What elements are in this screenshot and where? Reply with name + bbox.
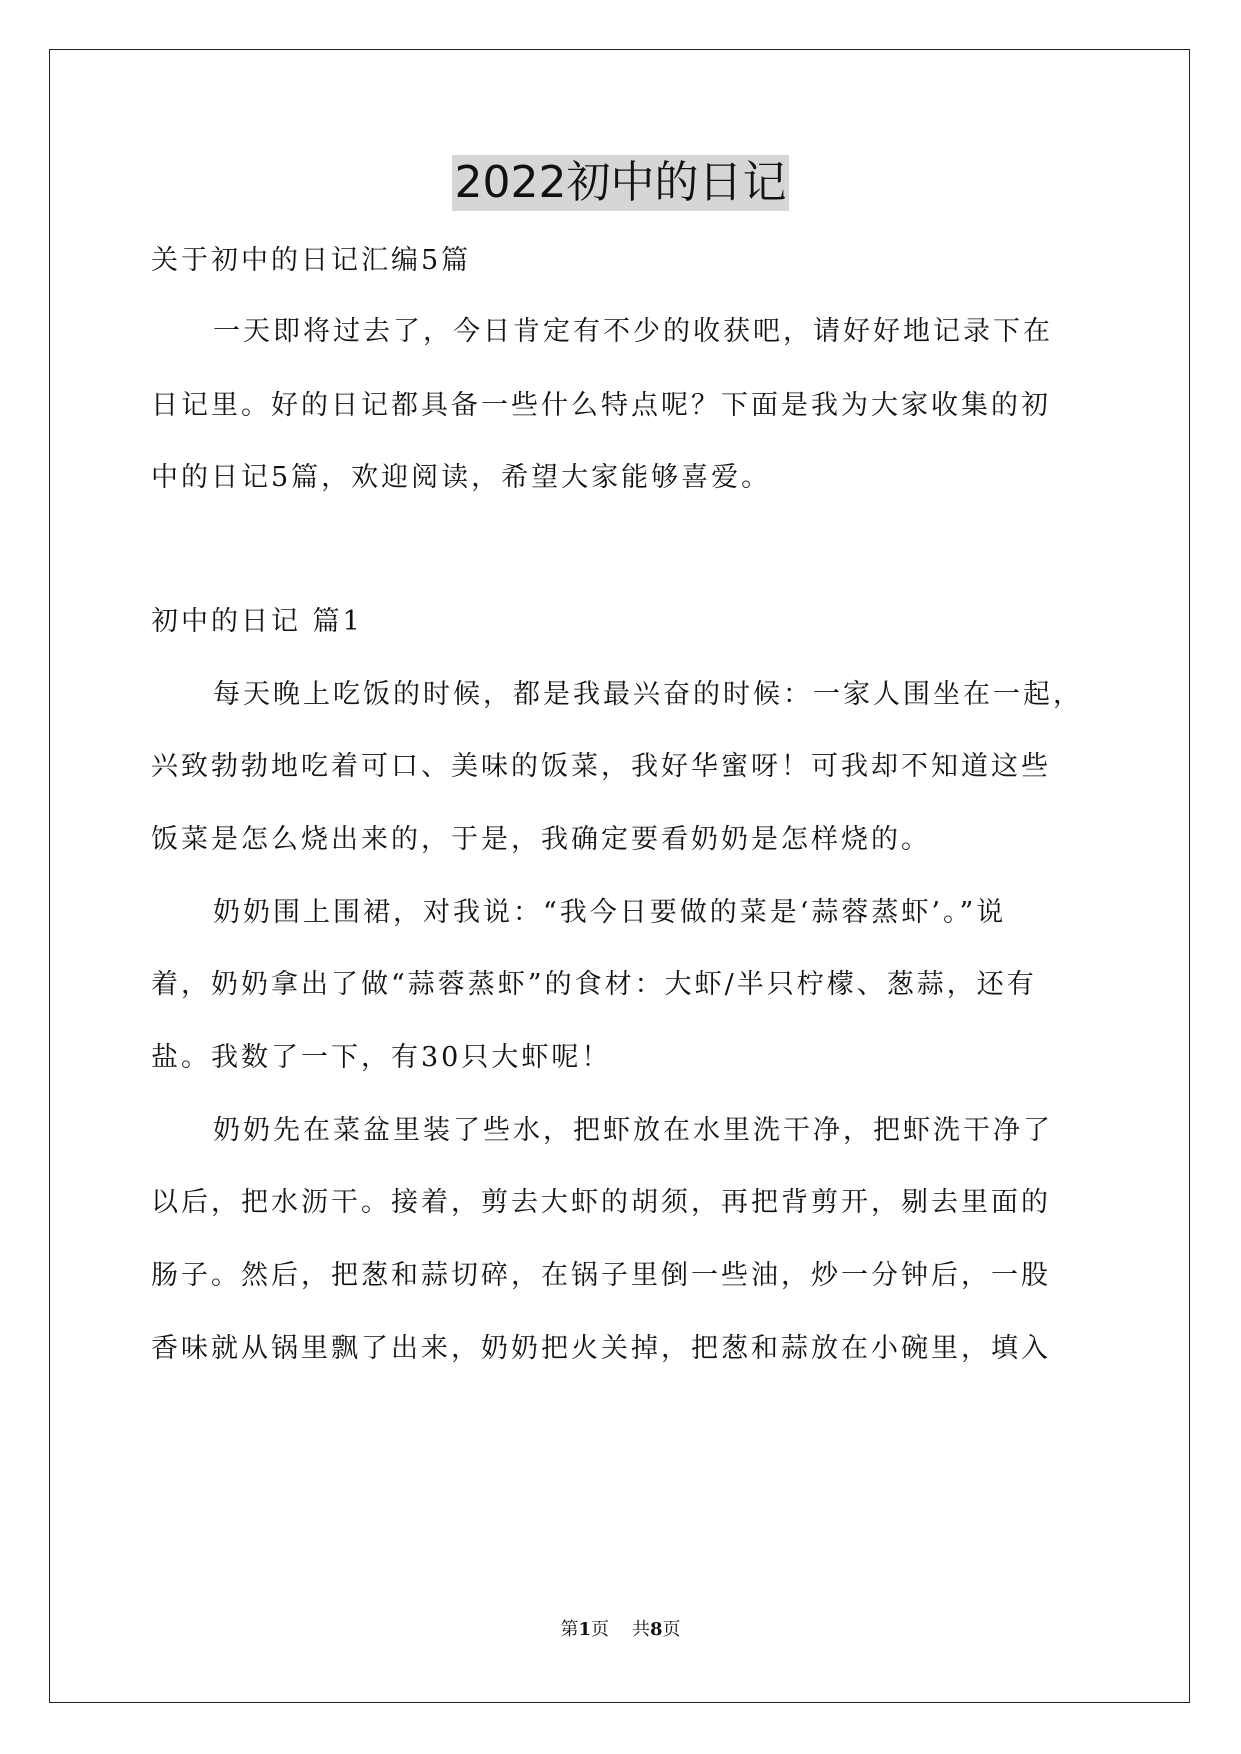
footer-total-pages: 8 xyxy=(649,1619,663,1640)
footer-total-suffix: 页 xyxy=(662,1619,681,1640)
body-line-6: 盐。我数了一下，有30只大虾呢！ xyxy=(151,1042,612,1073)
footer-total-prefix: 共 xyxy=(631,1619,650,1640)
body-line-10: 香味就从锅里飘了出来，奶奶把火关掉，把葱和蒜放在小碗里，填入 xyxy=(151,1333,1051,1364)
section-heading: 初中的日记 篇1 xyxy=(151,606,363,637)
page-footer xyxy=(0,1618,1241,1642)
footer-page-suffix: 页 xyxy=(591,1619,610,1640)
intro-line-3: 中的日记5篇，欢迎阅读，希望大家能够喜爱。 xyxy=(151,462,772,493)
body-line-5: 着，奶奶拿出了做“蒜蓉蒸虾”的食材：大虾/半只柠檬、葱蒜，还有 xyxy=(151,969,1037,1000)
footer-page-number: 1 xyxy=(578,1619,592,1640)
body-line-7: 奶奶先在菜盆里装了些水，把虾放在水里洗干净，把虾洗干净了 xyxy=(213,1115,1053,1146)
body-line-8: 以后，把水沥干。接着，剪去大虾的胡须，再把背剪开，剔去里面的 xyxy=(151,1187,1051,1218)
body-line-9: 肠子。然后，把葱和蒜切碎，在锅子里倒一些油，炒一分钟后，一股 xyxy=(151,1260,1051,1291)
document-title xyxy=(0,155,1241,211)
body-line-2: 兴致勃勃地吃着可口、美味的饭菜，我好华蜜呀！可我却不知道这些 xyxy=(151,751,1051,782)
footer-page-prefix: 第 xyxy=(560,1619,579,1640)
body-line-4: 奶奶围上围裙，对我说：“我今日要做的菜是‘蒜蓉蒸虾’。”说 xyxy=(213,897,1007,928)
title-highlight: 2022初中的日记 xyxy=(452,155,790,211)
body-line-1: 每天晚上吃饭的时候，都是我最兴奋的时候：一家人围坐在一起， xyxy=(213,679,1083,710)
intro-line-1: 一天即将过去了，今日肯定有不少的收获吧，请好好地记录下在 xyxy=(213,316,1053,347)
intro-line-2: 日记里。好的日记都具备一些什么特点呢？下面是我为大家收集的初 xyxy=(151,390,1051,421)
body-line-3: 饭菜是怎么烧出来的，于是，我确定要看奶奶是怎样烧的。 xyxy=(151,824,931,855)
subtitle: 关于初中的日记汇编5篇 xyxy=(151,245,472,276)
page-border xyxy=(49,49,1190,1703)
